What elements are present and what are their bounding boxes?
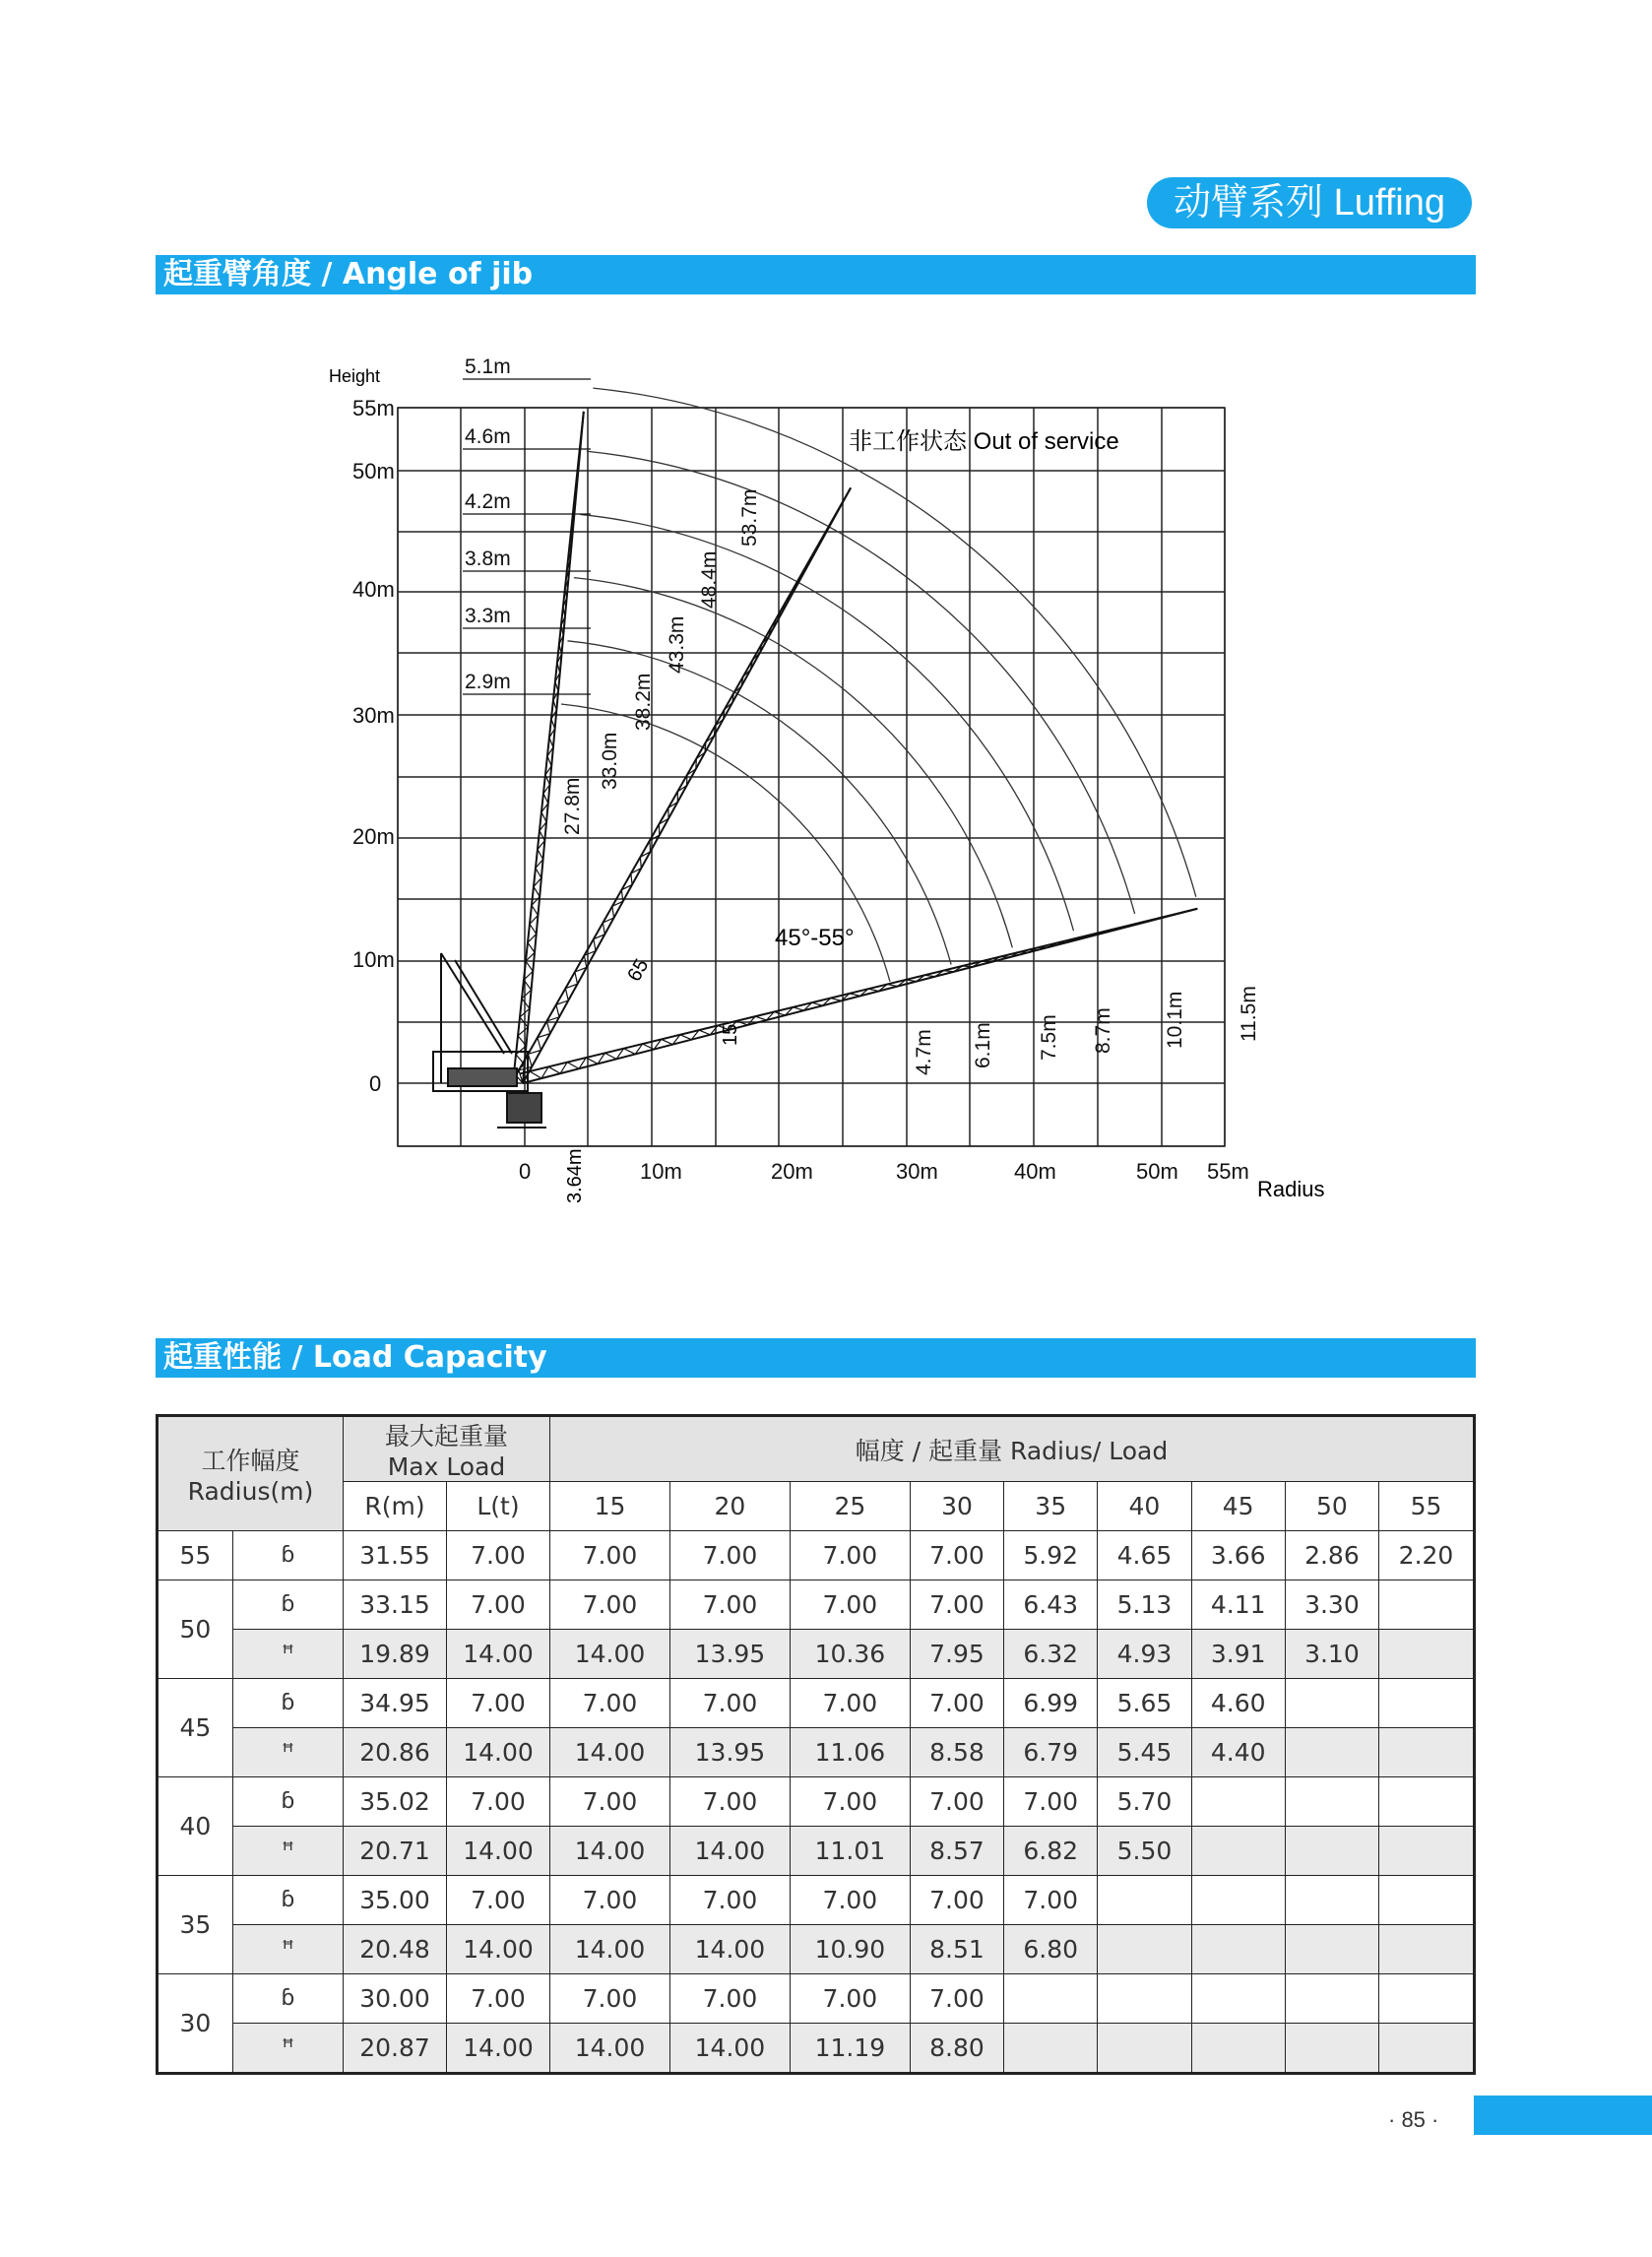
y-tick-label: 20m	[352, 824, 395, 849]
luffing-arc	[567, 641, 951, 965]
load-cell: 5.70	[1098, 1777, 1191, 1827]
load-cell	[1191, 1827, 1285, 1876]
load-cell: 14.00	[550, 1827, 670, 1876]
load-cell: 4.65	[1098, 1531, 1191, 1580]
max-radius-cell: 20.87	[344, 2024, 447, 2074]
table-row	[158, 2024, 1475, 2074]
max-radius-cell: 30.00	[344, 1974, 447, 2024]
single-fall-hook-icon: ɓ	[232, 1777, 343, 1827]
radius-load-header: 幅度 / 起重量 Radius/ Load	[550, 1416, 1475, 1482]
load-cell: 14.00	[550, 1925, 670, 1974]
load-cell	[1379, 1580, 1475, 1630]
max-load-cell: 14.00	[447, 1925, 550, 1974]
load-cell	[1191, 2024, 1285, 2074]
load-cell	[1379, 2024, 1475, 2074]
top-offset-label: 2.9m	[465, 671, 511, 693]
load-cell: 7.00	[1004, 1876, 1098, 1925]
load-cell: 3.91	[1191, 1630, 1285, 1679]
radius-header-cell: 35	[1004, 1482, 1098, 1531]
load-cell: 13.95	[669, 1728, 790, 1777]
top-offset-label: 5.1m	[465, 355, 511, 378]
double-fall-hook-icon: ꟸ	[232, 1925, 343, 1974]
tip-height-label: 4.7m	[913, 1029, 935, 1075]
load-cell: 7.00	[910, 1777, 1003, 1827]
load-cell	[1285, 1925, 1378, 1974]
table-row	[158, 1728, 1475, 1777]
series-badge: 动臂系列 Luffing	[1147, 177, 1472, 228]
max-radius-cell: 35.00	[344, 1876, 447, 1925]
load-cell	[1285, 1728, 1378, 1777]
load-cell: 14.00	[550, 2024, 670, 2074]
load-cell: 4.40	[1191, 1728, 1285, 1777]
load-cell	[1191, 1777, 1285, 1827]
boom-length-cell: 45	[158, 1679, 233, 1777]
load-cell	[1285, 1777, 1378, 1827]
angle-range-label: 45°-55°	[775, 925, 855, 951]
load-cell: 7.00	[910, 1531, 1003, 1580]
load-cell: 7.00	[669, 1876, 790, 1925]
load-cell	[1285, 1679, 1378, 1728]
load-cell: 14.00	[669, 1925, 790, 1974]
load-cell: 8.51	[910, 1925, 1003, 1974]
load-cell: 6.99	[1004, 1679, 1098, 1728]
load-cell: 8.80	[910, 2024, 1003, 2074]
load-cell: 13.95	[669, 1630, 790, 1679]
boom-length-cell: 40	[158, 1777, 233, 1876]
double-fall-hook-icon: ꟸ	[232, 1630, 343, 1679]
load-cell	[1098, 1876, 1191, 1925]
load-cell: 7.00	[1004, 1777, 1098, 1827]
boom-length-cell: 55	[158, 1531, 233, 1580]
max-radius-cell: 31.55	[344, 1531, 447, 1580]
load-cell: 7.00	[910, 1876, 1003, 1925]
radius-header-cell: 15	[550, 1482, 670, 1531]
load-cell: 10.90	[790, 1925, 910, 1974]
load-cell: 7.00	[910, 1679, 1003, 1728]
radius-header: 工作幅度 Radius(m)	[158, 1416, 344, 1531]
single-fall-hook-icon: ɓ	[232, 1679, 343, 1728]
section-title-load: 起重性能 / Load Capacity	[156, 1338, 1476, 1378]
max-load-cell: 14.00	[447, 2024, 550, 2074]
load-cell: 7.00	[790, 1876, 910, 1925]
load-cell: 6.32	[1004, 1630, 1098, 1679]
height-dim-label: 33.0m	[599, 732, 621, 790]
load-cell: 11.06	[790, 1728, 910, 1777]
load-cell: 4.11	[1191, 1580, 1285, 1630]
load-cell	[1285, 1974, 1378, 2024]
load-cell	[1379, 1974, 1475, 2024]
y-tick-label: 40m	[352, 577, 395, 602]
load-cell: 5.92	[1004, 1531, 1098, 1580]
x-tick-label: 55m	[1207, 1159, 1249, 1184]
load-cell: 5.13	[1098, 1580, 1191, 1630]
radius-header-cell: 55	[1379, 1482, 1475, 1531]
load-cell: 7.95	[910, 1630, 1003, 1679]
load-cell: 4.93	[1098, 1630, 1191, 1679]
top-offset-label: 4.2m	[465, 490, 511, 513]
y-tick-label: 10m	[352, 947, 395, 972]
tip-height-label: 7.5m	[1038, 1014, 1060, 1061]
y-tick-label: 50m	[352, 459, 395, 484]
radius-header-cell: 20	[669, 1482, 790, 1531]
x-tick-label: 40m	[1014, 1159, 1056, 1184]
load-cell	[1285, 2024, 1378, 2074]
single-fall-hook-icon: ɓ	[232, 1531, 343, 1580]
tip-height-label: 11.5m	[1238, 986, 1260, 1042]
load-cell: 7.00	[790, 1580, 910, 1630]
tip-height-label: 8.7m	[1092, 1007, 1114, 1054]
corner-accent-bar	[1474, 2096, 1652, 2135]
load-cell: 5.50	[1098, 1827, 1191, 1876]
load-cell: 7.00	[669, 1531, 790, 1580]
max-radius-cell: 20.86	[344, 1728, 447, 1777]
load-cell	[1379, 1679, 1475, 1728]
double-fall-hook-icon: ꟸ	[232, 1728, 343, 1777]
load-cell	[1379, 1630, 1475, 1679]
table-row	[158, 1679, 1475, 1728]
load-cell	[1004, 2024, 1098, 2074]
double-fall-hook-icon: ꟸ	[232, 2024, 343, 2074]
single-fall-hook-icon: ɓ	[232, 1580, 343, 1630]
max-load-cell: 7.00	[447, 1777, 550, 1827]
y-tick-label: 0	[369, 1071, 382, 1096]
load-cell: 14.00	[550, 1630, 670, 1679]
load-cell: 14.00	[550, 1728, 670, 1777]
top-offset-label: 3.8m	[465, 548, 511, 570]
load-cell: 11.19	[790, 2024, 910, 2074]
radius-header-cell: 25	[790, 1482, 910, 1531]
load-cell: 6.43	[1004, 1580, 1098, 1630]
load-cell: 2.86	[1285, 1531, 1378, 1580]
load-cell: 8.58	[910, 1728, 1003, 1777]
luffing-arc	[574, 578, 1012, 948]
crane-base	[433, 953, 546, 1128]
load-cell: 14.00	[669, 1827, 790, 1876]
max-load-cell: 7.00	[447, 1974, 550, 2024]
table-row	[158, 1777, 1475, 1827]
base-offset-label: 3.64m	[564, 1148, 586, 1203]
max-radius-cell: 19.89	[344, 1630, 447, 1679]
load-cell	[1379, 1925, 1475, 1974]
load-cell	[1191, 1925, 1285, 1974]
luffing-arc	[587, 451, 1135, 914]
top-offset-label: 3.3m	[465, 605, 511, 627]
height-dim-label: 27.8m	[561, 777, 584, 835]
y-tick-label: 55m	[352, 396, 395, 420]
load-cell: 7.00	[550, 1679, 670, 1728]
load-cell: 7.00	[790, 1679, 910, 1728]
max-load-cell: 7.00	[447, 1876, 550, 1925]
luffing-arcs	[561, 388, 1196, 982]
boom-length-cell: 35	[158, 1876, 233, 1974]
load-cell: 7.00	[550, 1580, 670, 1630]
table-row	[158, 1580, 1475, 1630]
load-cell	[1191, 1974, 1285, 2024]
load-cell: 3.66	[1191, 1531, 1285, 1580]
load-cell	[1098, 2024, 1191, 2074]
r-header: R(m)	[344, 1482, 447, 1531]
table-row	[158, 1630, 1475, 1679]
load-cell: 7.00	[669, 1679, 790, 1728]
load-cell: 7.00	[550, 1777, 670, 1827]
height-axis-label: Height	[329, 366, 381, 386]
max-radius-cell: 34.95	[344, 1679, 447, 1728]
load-cell: 6.80	[1004, 1925, 1098, 1974]
load-cell	[1379, 1827, 1475, 1876]
load-cell: 7.00	[669, 1777, 790, 1827]
max-radius-cell: 33.15	[344, 1580, 447, 1630]
y-tick-label: 30m	[352, 703, 395, 728]
load-cell: 5.45	[1098, 1728, 1191, 1777]
load-cell: 4.60	[1191, 1679, 1285, 1728]
load-cell	[1379, 1876, 1475, 1925]
angle-mid-label: 65	[623, 955, 654, 986]
tip-height-label: 10.1m	[1164, 991, 1186, 1049]
x-tick-label: 50m	[1136, 1159, 1178, 1184]
table-row	[158, 1827, 1475, 1876]
max-load-cell: 7.00	[447, 1531, 550, 1580]
load-cell: 6.79	[1004, 1728, 1098, 1777]
max-load-cell: 7.00	[447, 1679, 550, 1728]
height-dim-label: 48.4m	[698, 550, 721, 609]
load-cell: 7.00	[910, 1974, 1003, 2024]
table-row	[158, 1531, 1475, 1580]
load-cell	[1098, 1974, 1191, 2024]
load-cell	[1285, 1827, 1378, 1876]
load-cell: 7.00	[669, 1580, 790, 1630]
boom-length-cell: 30	[158, 1974, 233, 2074]
height-dim-label: 53.7m	[738, 488, 761, 547]
max-radius-cell: 20.71	[344, 1827, 447, 1876]
load-cell: 10.36	[790, 1630, 910, 1679]
load-cell	[1004, 1974, 1098, 2024]
radius-header-cell: 40	[1098, 1482, 1191, 1531]
max-load-cell: 7.00	[447, 1580, 550, 1630]
load-cell: 7.00	[550, 1531, 670, 1580]
angle-low-label: 15	[720, 1023, 741, 1046]
radius-header-cell: 45	[1191, 1482, 1285, 1531]
l-header: L(t)	[447, 1482, 550, 1531]
page-number: · 85 ·	[1388, 2107, 1439, 2132]
max-load-cell: 14.00	[447, 1827, 550, 1876]
load-cell: 7.00	[790, 1531, 910, 1580]
table-row	[158, 1974, 1475, 2024]
table-row	[158, 1925, 1475, 1974]
height-dim-label: 38.2m	[632, 673, 655, 731]
max-load-cell: 14.00	[447, 1630, 550, 1679]
load-cell: 14.00	[669, 2024, 790, 2074]
load-cell: 7.00	[910, 1580, 1003, 1630]
maxload-header: 最大起重量 Max Load	[344, 1416, 550, 1482]
radius-header-cell: 30	[910, 1482, 1003, 1531]
table-row	[158, 1876, 1475, 1925]
load-cell	[1285, 1876, 1378, 1925]
double-fall-hook-icon: ꟸ	[232, 1827, 343, 1876]
max-radius-cell: 20.48	[344, 1925, 447, 1974]
x-tick-label: 0	[519, 1159, 532, 1184]
load-cell: 11.01	[790, 1827, 910, 1876]
load-cell: 3.30	[1285, 1580, 1378, 1630]
tip-height-label: 6.1m	[972, 1022, 994, 1068]
load-cell: 3.10	[1285, 1630, 1378, 1679]
top-offset-label: 4.6m	[465, 425, 511, 448]
load-cell: 7.00	[550, 1974, 670, 2024]
load-cell: 8.57	[910, 1827, 1003, 1876]
load-cell: 7.00	[550, 1876, 670, 1925]
radius-axis-label: Radius	[1257, 1177, 1325, 1201]
load-capacity-table	[156, 1414, 1476, 2075]
load-cell: 7.00	[790, 1974, 910, 2024]
radius-header-cell: 50	[1285, 1482, 1378, 1531]
load-cell	[1379, 1728, 1475, 1777]
single-fall-hook-icon: ɓ	[232, 1876, 343, 1925]
section-title-angle: 起重臂角度 / Angle of jib	[156, 255, 1476, 294]
load-cell: 5.65	[1098, 1679, 1191, 1728]
x-tick-label: 10m	[640, 1159, 682, 1184]
max-radius-cell: 35.02	[344, 1777, 447, 1827]
single-fall-hook-icon: ɓ	[232, 1974, 343, 2024]
load-cell: 7.00	[790, 1777, 910, 1827]
x-tick-label: 20m	[771, 1159, 813, 1184]
out-of-service-label: 非工作状态 Out of service	[849, 428, 1119, 455]
load-cell	[1191, 1876, 1285, 1925]
height-dim-label: 43.3m	[666, 615, 688, 674]
load-cell	[1098, 1925, 1191, 1974]
load-cell: 6.82	[1004, 1827, 1098, 1876]
load-cell: 2.20	[1379, 1531, 1475, 1580]
boom-length-cell: 50	[158, 1580, 233, 1679]
x-tick-label: 30m	[896, 1159, 938, 1184]
load-cell: 7.00	[669, 1974, 790, 2024]
load-cell	[1379, 1777, 1475, 1827]
max-load-cell: 14.00	[447, 1728, 550, 1777]
